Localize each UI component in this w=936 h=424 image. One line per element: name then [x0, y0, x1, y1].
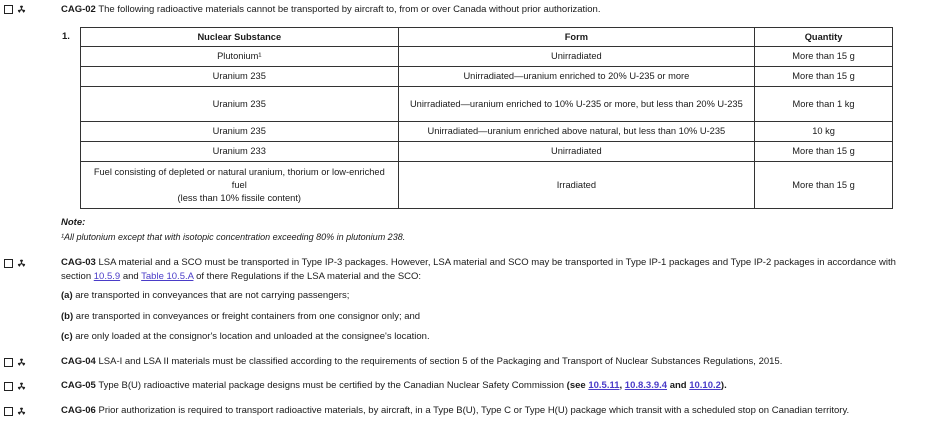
nuclear-substance-table — [80, 27, 893, 209]
cell-quantity: 10 kg — [755, 122, 893, 142]
cag-04-checkbox[interactable] — [4, 358, 13, 367]
item-text: are only loaded at the consignor's location and unloaded at the consignee's location. — [75, 331, 430, 342]
cag-03-item-c — [61, 330, 916, 344]
header-form: Form — [398, 28, 755, 47]
cag-06-code: CAG-06 — [61, 405, 96, 416]
cell-form: Unirradiated — [398, 47, 755, 67]
radiation-icon — [17, 407, 26, 416]
cag-03-text-a: LSA material and a SCO must be transported in Type IP-3 packages. However, LSA material and SCO may be transported in Type IP-1 packages and Type IP-2 packages in accordance with section — [61, 257, 896, 282]
header-quantity: Quantity — [755, 28, 893, 47]
cag-03-code: CAG-03 — [61, 257, 96, 268]
cell-substance: Uranium 235 — [81, 87, 399, 122]
cag-04-text: LSA-I and LSA II materials must be classified according to the requirements of section 5 of the Packaging and Transport of Nuclear Substances Regulations, 2015. — [98, 356, 783, 367]
link-10-5-11[interactable]: 10.5.11 — [588, 380, 620, 391]
cell-substance: Uranium 235 — [81, 122, 399, 142]
cag-05-checkbox[interactable] — [4, 382, 13, 391]
radiation-icon — [17, 382, 26, 391]
cag-03-checkbox[interactable] — [4, 259, 13, 268]
link-10-8-3-9-4[interactable]: 10.8.3.9.4 — [624, 380, 668, 391]
link-10-10-2[interactable]: 10.10.2 — [689, 380, 721, 391]
cell-quantity: More than 15 g — [755, 162, 893, 209]
cell-form: Unirradiated—uranium enriched to 10% U-235 or more, but less than 20% U-235 — [398, 87, 755, 122]
note-title: Note: — [61, 217, 86, 228]
cell-quantity: More than 15 g — [755, 67, 893, 87]
cag-05-code: CAG-05 — [61, 380, 96, 391]
table-row — [81, 162, 893, 209]
cag-02-checkbox[interactable] — [4, 5, 13, 14]
cag-05-sep: , — [619, 380, 623, 391]
cag-05-close: ). — [720, 380, 727, 391]
cell-form: Unirradiated—uranium enriched to 20% U-235 or more — [398, 67, 755, 87]
radiation-icon — [17, 5, 26, 14]
cag-02-code: CAG-02 — [61, 4, 96, 15]
cag-02-text: The following radioactive materials cannot be transported by aircraft to, from or over Canada without prior authorization. — [98, 4, 601, 15]
cell-form: Unirradiated — [398, 142, 755, 162]
cell-substance: Plutonium¹ — [81, 47, 399, 67]
table-row — [81, 122, 893, 142]
item-label: (b) — [61, 310, 74, 322]
item-text: are transported in conveyances that are not carrying passengers; — [75, 290, 350, 301]
link-table-10-5-a[interactable]: Table 10.5.A — [141, 270, 194, 282]
item-label: (c) — [61, 331, 73, 342]
cell-substance-line2: (less than 10% fissile content) — [177, 192, 302, 203]
header-nuclear-substance: Nuclear Substance — [81, 28, 399, 47]
item-text: are transported in conveyances or freight containers from one consignor only; and — [75, 310, 421, 322]
cag-05-text: Type B(U) radioactive material package designs must be certified by the Canadian Nuclear Safety Commission — [98, 380, 565, 391]
cell-form: Unirradiated—uranium enriched above natural, but less than 10% U-235 — [398, 122, 755, 142]
cag-05-see-open: (see — [566, 380, 586, 391]
cag-05-and: and — [669, 380, 687, 391]
table-row — [81, 67, 893, 87]
table-number: 1. — [62, 31, 70, 42]
radiation-icon — [17, 358, 26, 367]
cag-03-item-a — [61, 289, 916, 303]
cell-substance: Uranium 235 — [81, 67, 399, 87]
table-row — [81, 47, 893, 67]
radiation-icon — [17, 259, 26, 268]
cag-06-checkbox[interactable] — [4, 407, 13, 416]
table-row — [81, 87, 893, 122]
link-10-5-9[interactable]: 10.5.9 — [93, 270, 121, 282]
item-label: (a) — [61, 290, 73, 301]
note-text: ¹All plutonium except that with isotopic concentration exceeding 80% in plutonium 238. — [61, 232, 406, 242]
cell-form: Irradiated — [398, 162, 755, 209]
cag-03-text-b: and — [122, 270, 139, 282]
cell-substance: Uranium 233 — [81, 142, 399, 162]
cag-04-code: CAG-04 — [61, 356, 96, 367]
cag-03-text-c: of there Regulations if the LSA material and the SCO: — [196, 270, 422, 282]
cag-03-item-b — [61, 310, 916, 324]
cag-06-text: Prior authorization is required to transport radioactive materials, by aircraft, in a Type B(U), Type C or Type H(U) package which transit with a scheduled stop on Canadian territory. — [98, 405, 850, 416]
cell-quantity: More than 1 kg — [755, 87, 893, 122]
cell-substance — [81, 162, 399, 209]
cag-03-paragraph — [61, 256, 916, 283]
cell-substance-line1: Fuel consisting of depleted or natural uranium, thorium or low-enriched fuel — [93, 166, 385, 190]
cell-quantity: More than 15 g — [755, 47, 893, 67]
table-header-row — [81, 28, 893, 47]
cell-quantity: More than 15 g — [755, 142, 893, 162]
table-row — [81, 142, 893, 162]
